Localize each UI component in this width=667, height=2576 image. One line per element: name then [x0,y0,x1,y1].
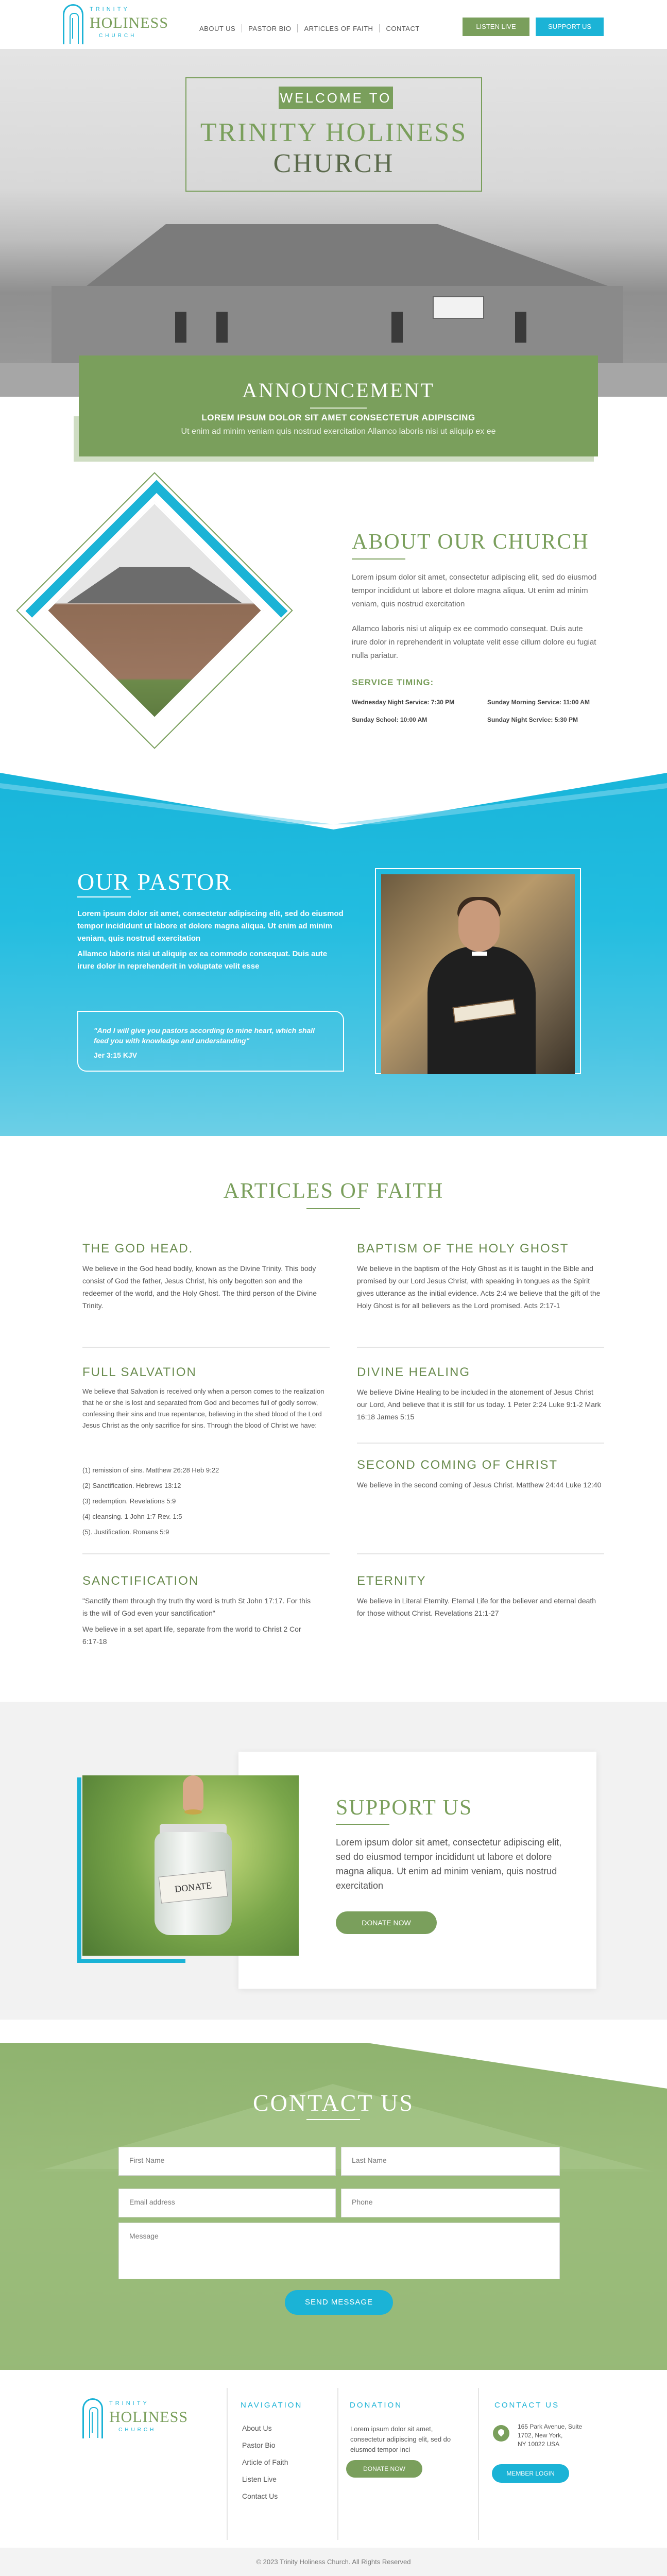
about-title: ABOUT OUR CHURCH [352,530,589,554]
jar-label: DONATE [159,1870,228,1903]
article-godhead-text: We believe in the God head bodily, known as the Divine Trinity. This body consist of God the father, Jesus Christ, his only begotten son and the redeemer of the world, and the Holy Ghost. The third person of the Divine Trinity. [82,1264,317,1310]
article-salvation-heading: FULL SALVATION [82,1365,197,1379]
salvation-list-item: (3) redemption. Revelations 5:9 [82,1497,176,1505]
about-paragraph-1: Lorem ipsum dolor sit amet, consectetur adipiscing elit, sed do eiusmod tempor incididunt ut labore et dolore magna aliqua. Ut enim ad minim veniam, quis nostrud exercitation [352,573,597,608]
footer-donation-text: Lorem ipsum dolor sit amet, consectetur adipiscing elit, sed do eiusmod tempor inci [350,2425,451,2453]
address-line: NY 10022 USA [518,2441,560,2448]
contact-divider [306,2119,360,2120]
pastor-title: OUR PASTOR [77,869,232,895]
about-church-image [45,501,264,720]
footer-donation-title: DONATION [350,2401,403,2410]
donate-now-button[interactable]: DONATE NOW [336,1911,437,1934]
articles-title: ARTICLES OF FAITH [223,1179,444,1203]
building-window [216,312,228,343]
footer-contact-title: CONTACT US [494,2401,560,2410]
salvation-list-item: (1) remission of sins. Matthew 26:28 Heb 9:22 [82,1466,219,1474]
article-divider [82,1553,330,1554]
service-time: Sunday Night Service: 5:30 PM [487,716,578,723]
footer-link-contact[interactable]: Contact Us [242,2492,278,2500]
article-divider [357,1553,604,1554]
contact-section [0,2020,667,2370]
about-image-roof [67,567,242,603]
email-input[interactable]: Email address [118,2189,336,2217]
about-paragraph-2: Allamco laboris nisi ut aliquip ex ee commodo consequat. Duis aute irure dolor in reprehenderit in voluptate velit esse cillum dolore eu fugiat nulla pariatur. [352,624,596,660]
service-time: Wednesday Night Service: 7:30 PM [352,699,455,706]
announcement-title: ANNOUNCEMENT [242,379,435,402]
pastor-top-notch [0,773,667,829]
salvation-list-item: (5). Justification. Romans 5:9 [82,1528,169,1536]
pastor-quote-reference: Jer 3:15 KJV [94,1051,138,1059]
article-divider [357,1347,604,1348]
main-nav [193,24,426,32]
logo-main-text: HOLINESS [90,14,169,31]
logo-top-text: TRINITY [109,2400,149,2406]
footer-donate-button[interactable]: DONATE NOW [346,2460,422,2478]
pastor-divider [77,896,131,897]
hero-title-line1: TRINITY HOLINESS [200,118,468,147]
nav-contact[interactable]: CONTACT [386,24,420,32]
article-divider [82,1347,330,1348]
pastor-quote-box [77,1011,344,1072]
article-eternity-heading: ETERNITY [357,1574,426,1588]
address-line: 1702, New York, [518,2432,563,2439]
article-eternity-text: We believe in Literal Eternity. Eternal Life for the believer and eternal death for those without Christ. Revelations 21:1-27 [357,1597,596,1617]
footer-navigation-title: NAVIGATION [241,2401,303,2410]
article-second-coming-heading: SECOND COMING OF CHRIST [357,1458,558,1472]
footer-divider [337,2388,338,2540]
article-healing-heading: DIVINE HEALING [357,1365,471,1379]
church-logo[interactable] [63,4,181,45]
logo-main-text: HOLINESS [109,2409,189,2426]
map-pin-icon [493,2425,509,2442]
support-text: Lorem ipsum dolor sit amet, consectetur adipiscing elit, sed do eiusmod tempor incididunt ut labore et dolore magna aliqua. Ut enim ad minim veniam, quis nostrud exercitation [336,1837,562,1891]
building-window [515,312,526,343]
footer-link-pastor-bio[interactable]: Pastor Bio [242,2441,276,2449]
support-title: SUPPORT US [336,1796,473,1820]
service-time: Sunday School: 10:00 AM [352,716,427,723]
support-divider [336,1824,389,1825]
building-window [391,312,403,343]
pastor-section [0,773,667,1136]
nav-about-us[interactable]: ABOUT US [199,24,236,32]
welcome-tag: WELCOME TO [279,87,393,109]
first-name-input[interactable]: First Name [118,2147,336,2176]
coin-shape [184,1809,202,1815]
article-divider [357,1443,604,1444]
footer-divider [478,2388,479,2540]
send-message-button[interactable]: SEND MESSAGE [285,2290,393,2315]
site-header [0,0,667,49]
nav-articles-of-faith[interactable]: ARTICLES OF FAITH [304,24,373,32]
logo-bottom-text: CHURCH [118,2427,157,2433]
service-timing-title: SERVICE TIMING: [352,677,434,687]
listen-live-button[interactable]: LISTEN LIVE [463,18,529,36]
support-us-button[interactable]: SUPPORT US [536,18,604,36]
building-window [175,312,186,343]
church-sign [433,296,484,319]
footer-address [518,2422,595,2449]
hero-title-line2: CHURCH [273,149,395,178]
church-logo-icon [63,4,83,44]
articles-divider [306,1208,360,1209]
about-divider [352,558,405,560]
footer-link-listen-live[interactable]: Listen Live [242,2475,277,2483]
footer-link-articles[interactable]: Article of Faith [242,2458,288,2466]
salvation-list-item: (2) Sanctification. Hebrews 13:12 [82,1482,181,1489]
announcement-subtitle: LOREM IPSUM DOLOR SIT AMET CONSECTETUR ADIPISCING [201,413,475,422]
contact-title: CONTACT US [252,2090,414,2116]
article-baptism-heading: BAPTISM OF THE HOLY GHOST [357,1242,569,1256]
salvation-list-item: (4) cleansing. 1 John 1:7 Rev. 1:5 [82,1513,182,1520]
article-sanctification-quote: "Sanctify them through thy truth thy word is truth St John 17:17. For this is the will of God even your sanctification" [82,1597,311,1617]
member-login-button[interactable]: MEMBER LOGIN [492,2464,569,2483]
footer-divider [227,2388,228,2540]
announcement-box [79,355,598,456]
site-footer [0,2370,667,2576]
article-sanctification-text: We believe in a set apart life, separate from the world to Christ 2 Cor 6:17-18 [82,1625,301,1646]
article-baptism-text: We believe in the baptism of the Holy Ghost as it is taught in the Bible and promised by our Lord Jesus Christ, with speaking in tongues as the Spirit gives utterance as the initial evidence. Acts 2:4 we believe that the gift of the Holy Ghost is for all believers as the Lord promised. Acts 2:17-1 [357,1264,601,1310]
church-building [52,286,623,363]
logo-top-text: TRINITY [90,6,130,12]
hand-shape [183,1775,203,1811]
pastor-quote: "And I will give you pastors according to mine heart, which shall feed you with knowledge and understanding" [94,1026,315,1045]
address-line: 165 Park Avenue, Suite [518,2423,583,2430]
logo-bottom-text: CHURCH [99,33,137,39]
article-salvation-text: We believe that Salvation is received only when a person comes to the realization that he or she is lost and separated from God and becomes full of godly sorrow, confessing their sins and true repentance, believing in the shed blood of the Lord Jesus Christ as the only sacrifice for sins. Through the blood of Christ we have: [82,1387,324,1429]
article-healing-text: We believe Divine Healing to be included in the atonement of Jesus Christ our Lord, And believe that it is still for us today. 1 Peter 2:24 Luke 9:1-2 Mark 16:18 James 5:15 [357,1388,601,1421]
pastor-collar [472,952,487,956]
about-image-scene [46,505,263,720]
pastor-paragraph-1: Lorem ipsum dolor sit amet, consectetur adipiscing elit, sed do eiusmod tempor incididunt ut labore et dolore magna aliqua. Ut enim ad minim veniam, quis nostrud exercitation [77,909,344,943]
copyright-bar: © 2023 Trinity Holiness Church. All Rights Reserved [0,2548,667,2576]
last-name-input[interactable]: Last Name [341,2147,560,2176]
message-textarea[interactable]: Message [118,2223,560,2279]
nav-pastor-bio[interactable]: PASTOR BIO [248,24,292,32]
church-building-roof [41,224,608,286]
pastor-photo [381,874,575,1074]
announcement-divider [310,408,367,409]
footer-logo[interactable] [82,2398,211,2445]
pastor-head [458,900,500,952]
church-logo-icon [82,2398,103,2438]
footer-link-about[interactable]: About Us [242,2424,272,2432]
announcement-text: Ut enim ad minim veniam quis nostrud exercitation Allamco laboris nisi ut aliquip ex ee [181,427,496,436]
article-sanctification-heading: SANCTIFICATION [82,1574,199,1588]
article-godhead-heading: THE GOD HEAD. [82,1242,194,1256]
donation-jar-image [82,1775,299,1956]
pastor-paragraph-2: Allamco laboris nisi ut aliquip ex ea commodo consequat. Duis aute irure dolor in reprehenderit in voluptate velit esse [77,950,328,971]
service-time: Sunday Morning Service: 11:00 AM [487,699,590,706]
article-second-coming-text: We believe in the second coming of Jesus Christ. Matthew 24:44 Luke 12:40 [357,1481,602,1489]
phone-input[interactable]: Phone [341,2189,560,2217]
